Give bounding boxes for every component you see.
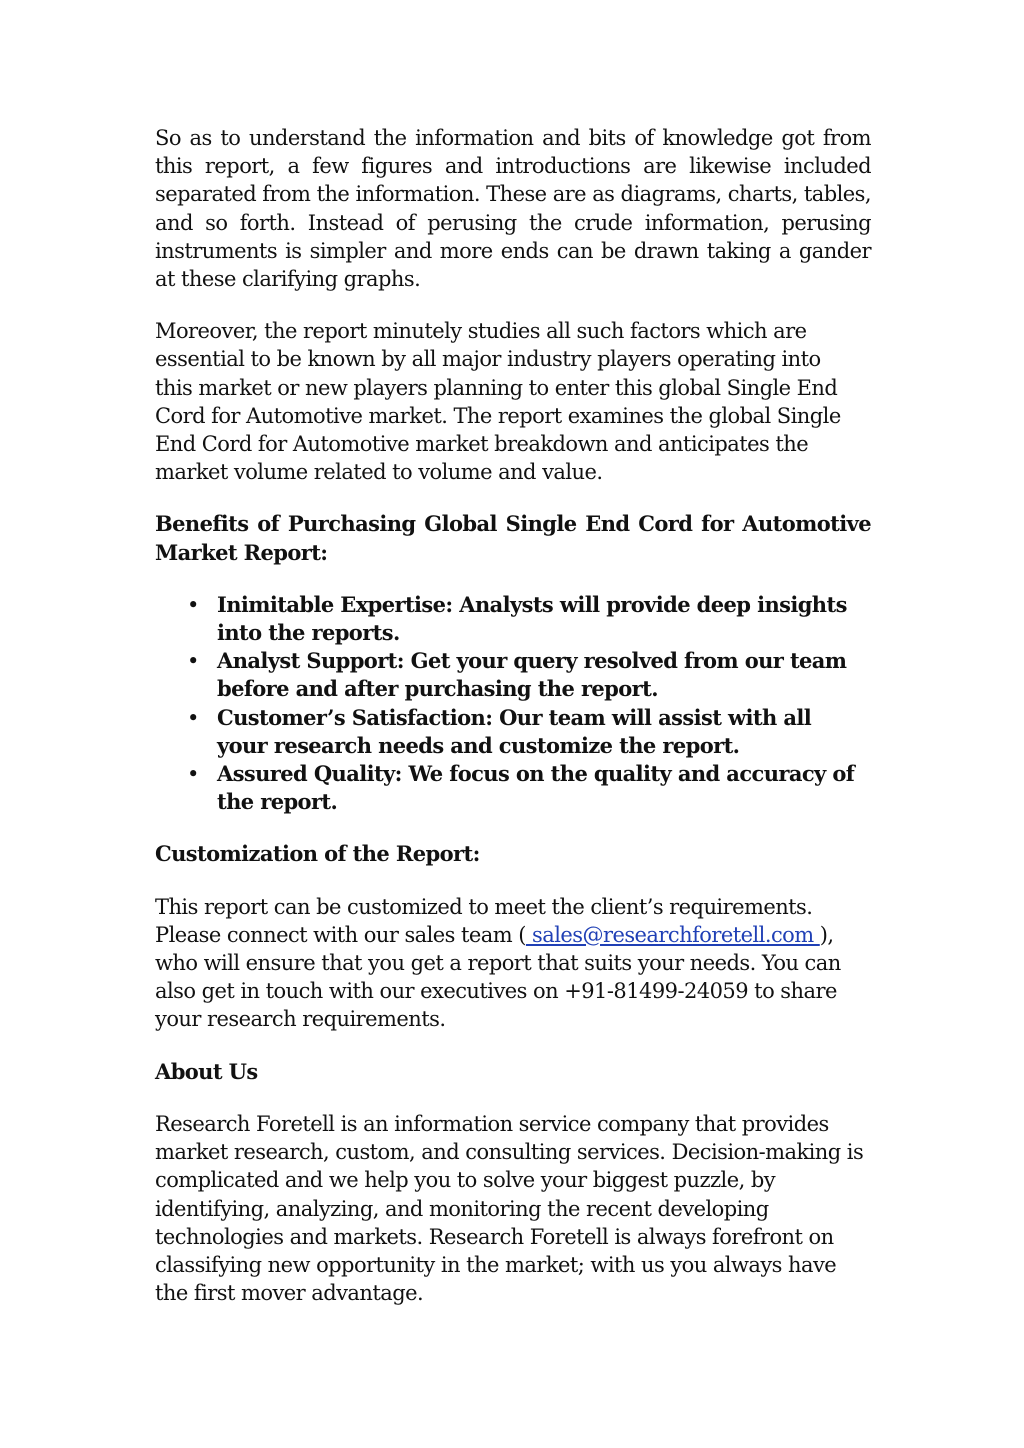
about-heading: About Us <box>155 1058 258 1084</box>
benefit-text: Analyst Support: Get your query resolved from our team before and after purchasing the report. <box>217 648 847 702</box>
benefit-text: Customer’s Satisfaction: Our team will assist with all your research needs and customize the report. <box>217 704 812 758</box>
customization-text-end: ), who will ensure that you get a report that suits your needs. You can also get in touch with our executives on +91-81499-24059 to share your research requirements. <box>155 922 841 1032</box>
sales-email-link[interactable]: sales@researchforetell.com <box>525 922 820 947</box>
document-page <box>155 124 871 1307</box>
bullet-icon: • <box>187 649 199 674</box>
benefits-list <box>155 591 871 817</box>
benefit-item <box>187 647 857 703</box>
intro-paragraph-1: So as to understand the information and bits of knowledge got from this report, a few figures and introductions are likewise included separated from the information. These are as diagrams, charts, tables, and so forth. Instead of perusing the crude information, perusing instruments is simpler and more ends can be drawn taking a gander at these clarifying graphs. <box>155 126 871 292</box>
benefit-item <box>187 704 857 760</box>
bullet-icon: • <box>187 592 199 617</box>
benefit-item <box>187 591 857 647</box>
benefit-item <box>187 760 857 816</box>
benefit-text: Inimitable Expertise: Analysts will provide deep insights into the reports. <box>217 591 847 646</box>
benefit-text: Assured Quality: We focus on the quality and accuracy of the report. <box>217 761 855 815</box>
customization-heading: Customization of the Report: <box>155 841 480 867</box>
customization-text-start: This report can be customized to meet the client’s requirements. Please connect with our sales team ( <box>155 894 813 947</box>
intro-paragraph-2: Moreover, the report minutely studies all such factors which are essential to be known by all major industry players operating into this market or new players planning to enter this global Single End Cord for Automotive market. The report examines the global Single End Cord for Automotive market breakdown and anticipates the market volume related to volume and value. <box>155 319 841 485</box>
bullet-icon: • <box>187 705 199 730</box>
about-paragraph: Research Foretell is an information service company that provides market research, custom, and consulting services. Decision-making is complicated and we help you to solve your biggest puzzle, by identifying, analyzing, and monitoring the recent developing technologies and markets. Research Foretell is always forefront on classifying new opportunity in the market; with us you always have the first mover advantage. <box>155 1111 864 1306</box>
benefits-heading: Benefits of Purchasing Global Single End Cord for Automotive Market Report: <box>155 511 871 565</box>
bullet-icon: • <box>187 762 199 787</box>
customization-paragraph <box>155 893 855 1034</box>
